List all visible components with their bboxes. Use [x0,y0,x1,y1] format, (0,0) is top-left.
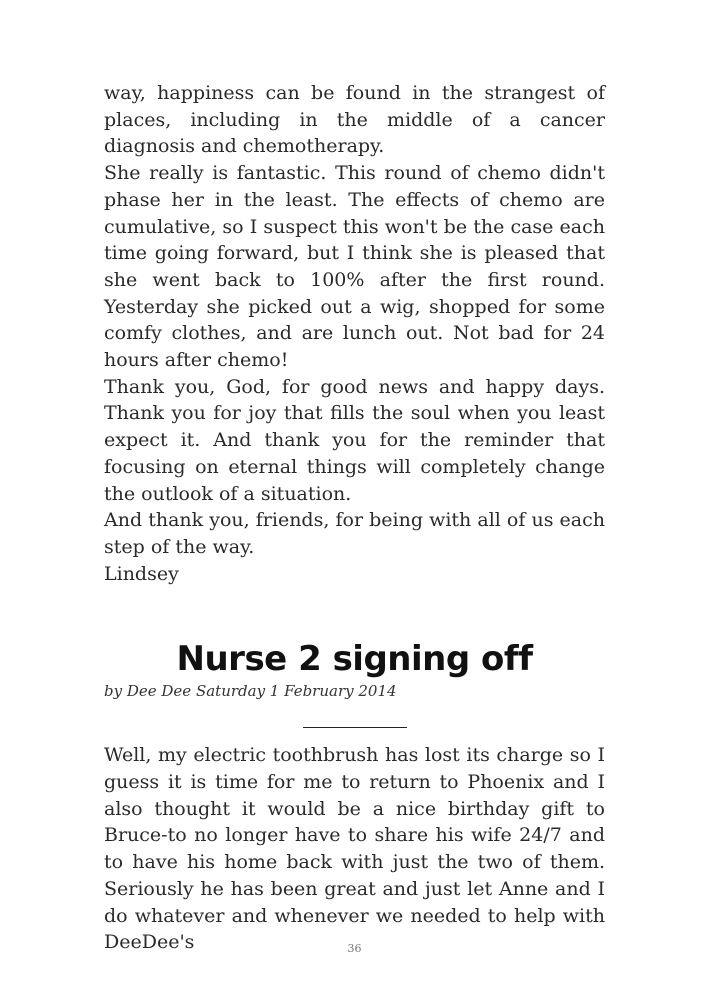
post-body: Well, my electric toothbrush has lost its charge so I guess it is time for me to return to Phoenix and I also thought it would be a nice birthday gift to Bruce-to no longer have to share his wife 24/7 and to have his home back with just the two of them. Seriously he has been great and just let Anne and I do whatever and whenever we needed to help with DeeDee's [104,744,605,954]
post-byline: by Dee Dee Saturday 1 February 2014 [104,682,397,701]
paragraph-fantastic: She really is fantastic. This round of chemo didn't phase her in the least. The effects of chemo are cumulative, so I suspect this won't be the case each time going forward, but I think she is pleased that she went back to 100% after the first round. Yesterday she picked out a wig, shopped for some comfy clothes, and are lunch out. Not bad for 24 hours after chemo! [104,162,605,372]
post-title: Nurse 2 signing off [176,639,533,680]
page-number: 36 [347,942,362,955]
paragraph-thank-you-friends: And thank you, friends, for being with all of us each step of the way. [104,509,605,558]
divider-rule [303,727,407,728]
page-content [104,80,605,956]
paragraph-thank-you-god: Thank you, God, for good news and happy days. Thank you for joy that fills the soul when you least expect it. And thank you for the reminder that focusing on eternal things will completely change the outlook of a situation. [104,375,605,505]
paragraph-happiness: way, happiness can be found in the strangest of places, including in the middle of a cancer diagnosis and chemotherapy. [104,82,605,158]
signature: Lindsey [104,562,179,585]
